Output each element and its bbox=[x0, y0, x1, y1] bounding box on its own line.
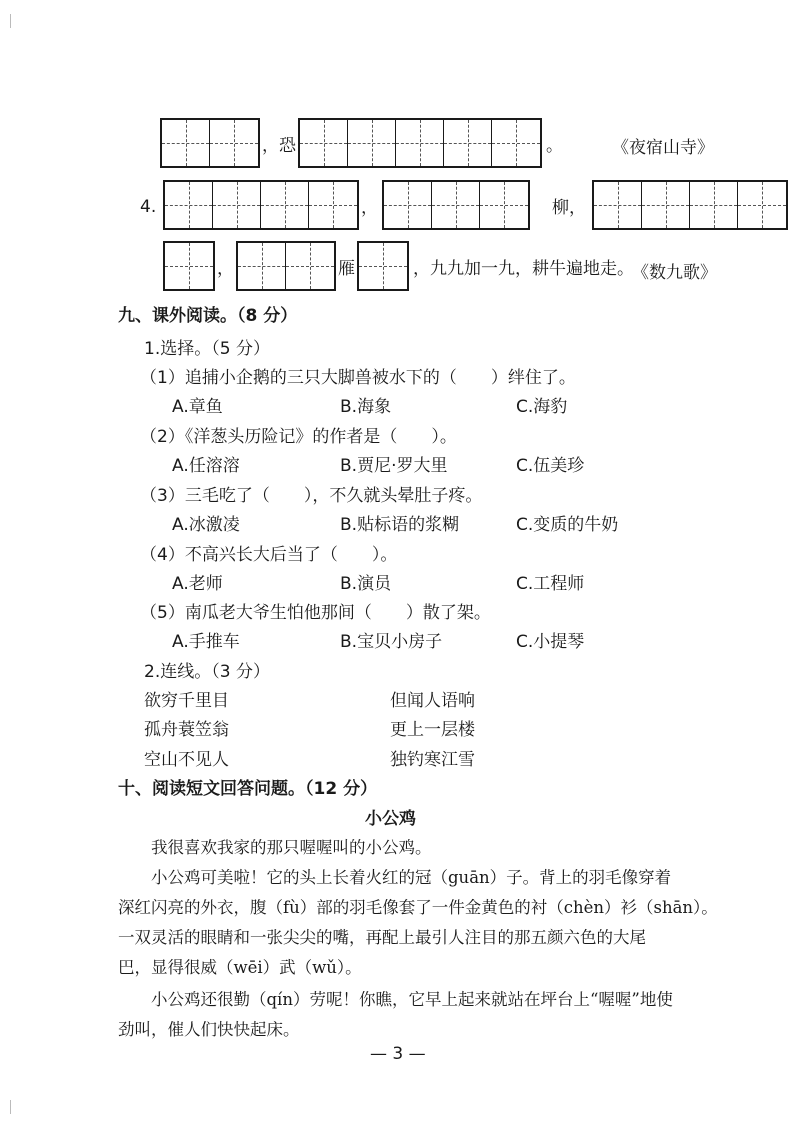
option-b[interactable]: B.宝贝小房子 bbox=[340, 632, 443, 652]
poem4-comma2: ， bbox=[217, 258, 234, 279]
question-stem: （1）追捕小企鹅的三只大脚兽被水下的（ ）绊住了。 bbox=[140, 368, 576, 388]
poem4-source: 《数九歌》 bbox=[632, 263, 717, 283]
scan-mark bbox=[10, 1100, 11, 1114]
match-left-item[interactable]: 欲穷千里目 bbox=[144, 691, 229, 711]
poem4-rest: ，九九加一九，耕牛遍地走。 bbox=[413, 258, 634, 279]
poem3-row bbox=[160, 118, 563, 168]
option-c[interactable]: C.小提琴 bbox=[516, 632, 585, 652]
poem4-liu: 柳， bbox=[552, 197, 586, 218]
question-stem: （5）南瓜老大爷生怕他那间（ ）散了架。 bbox=[140, 603, 491, 623]
passage-line: 小公鸡可美啦！它的头上长着火红的冠（guān）子。背上的羽毛像穿着 bbox=[118, 868, 672, 887]
answer-grid-1[interactable] bbox=[163, 241, 215, 291]
match-left-item[interactable]: 孤舟蓑笠翁 bbox=[144, 720, 229, 740]
section10-title: 十、阅读短文回答问题。（12 分） bbox=[118, 779, 378, 799]
passage-line: 巴，显得很威（wēi）武（wǔ）。 bbox=[118, 958, 362, 977]
option-b[interactable]: B.贾尼·罗大里 bbox=[340, 456, 448, 476]
passage-line: 一双灵活的眼睛和一张尖尖的嘴，再配上最引人注目的那五颜六色的大尾 bbox=[118, 928, 646, 947]
poem4-number: 4. bbox=[140, 197, 157, 217]
question-stem: （3）三毛吃了（ ），不久就头晕肚子疼。 bbox=[140, 486, 483, 506]
poem4-comma1: ， bbox=[361, 197, 378, 218]
section9-title: 九、课外阅读。（8 分） bbox=[118, 306, 298, 326]
match-right-item[interactable]: 更上一层楼 bbox=[390, 720, 475, 740]
answer-grid-1[interactable] bbox=[357, 241, 409, 291]
option-a[interactable]: A.手推车 bbox=[172, 632, 240, 652]
option-c[interactable]: C.伍美珍 bbox=[516, 456, 585, 476]
match-left-item[interactable]: 空山不见人 bbox=[144, 750, 229, 770]
question-stem: （4）不高兴长大后当了（ ）。 bbox=[140, 545, 398, 565]
option-a[interactable]: A.冰激凌 bbox=[172, 515, 240, 535]
answer-grid-2[interactable] bbox=[236, 241, 336, 291]
poem4-row2 bbox=[163, 241, 634, 291]
page-number: — 3 — bbox=[370, 1044, 426, 1064]
scan-mark bbox=[10, 14, 11, 28]
option-b[interactable]: B.贴标语的浆糊 bbox=[340, 515, 460, 535]
passage-line: 小公鸡还很勤（qín）劳呢！你瞧，它早上起来就站在坪台上“喔喔”地使 bbox=[118, 990, 673, 1009]
option-a[interactable]: A.任溶溶 bbox=[172, 456, 240, 476]
option-b[interactable]: B.演员 bbox=[340, 574, 392, 594]
answer-grid-5[interactable] bbox=[298, 118, 542, 168]
q1-title: 1.选择。（5 分） bbox=[144, 339, 270, 359]
passage-line: 我很喜欢我家的那只喔喔叫的小公鸡。 bbox=[118, 838, 432, 857]
poem4-yan: 雁 bbox=[338, 258, 355, 279]
option-c[interactable]: C.工程师 bbox=[516, 574, 585, 594]
q2-title: 2.连线。（3 分） bbox=[144, 662, 270, 682]
option-b[interactable]: B.海象 bbox=[340, 397, 392, 417]
passage-line: 深红闪亮的外衣，腹（fù）部的羽毛像套了一件金黄色的衬（chèn）衫（shān）。 bbox=[118, 898, 718, 917]
match-right-item[interactable]: 但闻人语响 bbox=[390, 691, 475, 711]
answer-grid-3[interactable] bbox=[382, 180, 530, 230]
poem4-row1 bbox=[163, 180, 788, 230]
question-stem: （2）《洋葱头历险记》的作者是（ ）。 bbox=[140, 427, 457, 447]
poem3-mid-text: ，恐 bbox=[262, 135, 296, 156]
passage-title: 小公鸡 bbox=[365, 809, 416, 829]
match-right-item[interactable]: 独钓寒江雪 bbox=[390, 750, 475, 770]
answer-grid-4[interactable] bbox=[163, 180, 359, 230]
poem3-source: 《夜宿山寺》 bbox=[612, 138, 714, 158]
option-c[interactable]: C.变质的牛奶 bbox=[516, 515, 619, 535]
poem3-end-text: 。 bbox=[546, 135, 563, 156]
option-a[interactable]: A.老师 bbox=[172, 574, 223, 594]
option-a[interactable]: A.章鱼 bbox=[172, 397, 223, 417]
option-c[interactable]: C.海豹 bbox=[516, 397, 568, 417]
answer-grid-4[interactable] bbox=[592, 180, 788, 230]
passage-line: 劲叫，催人们快快起床。 bbox=[118, 1020, 300, 1039]
answer-grid-2[interactable] bbox=[160, 118, 260, 168]
